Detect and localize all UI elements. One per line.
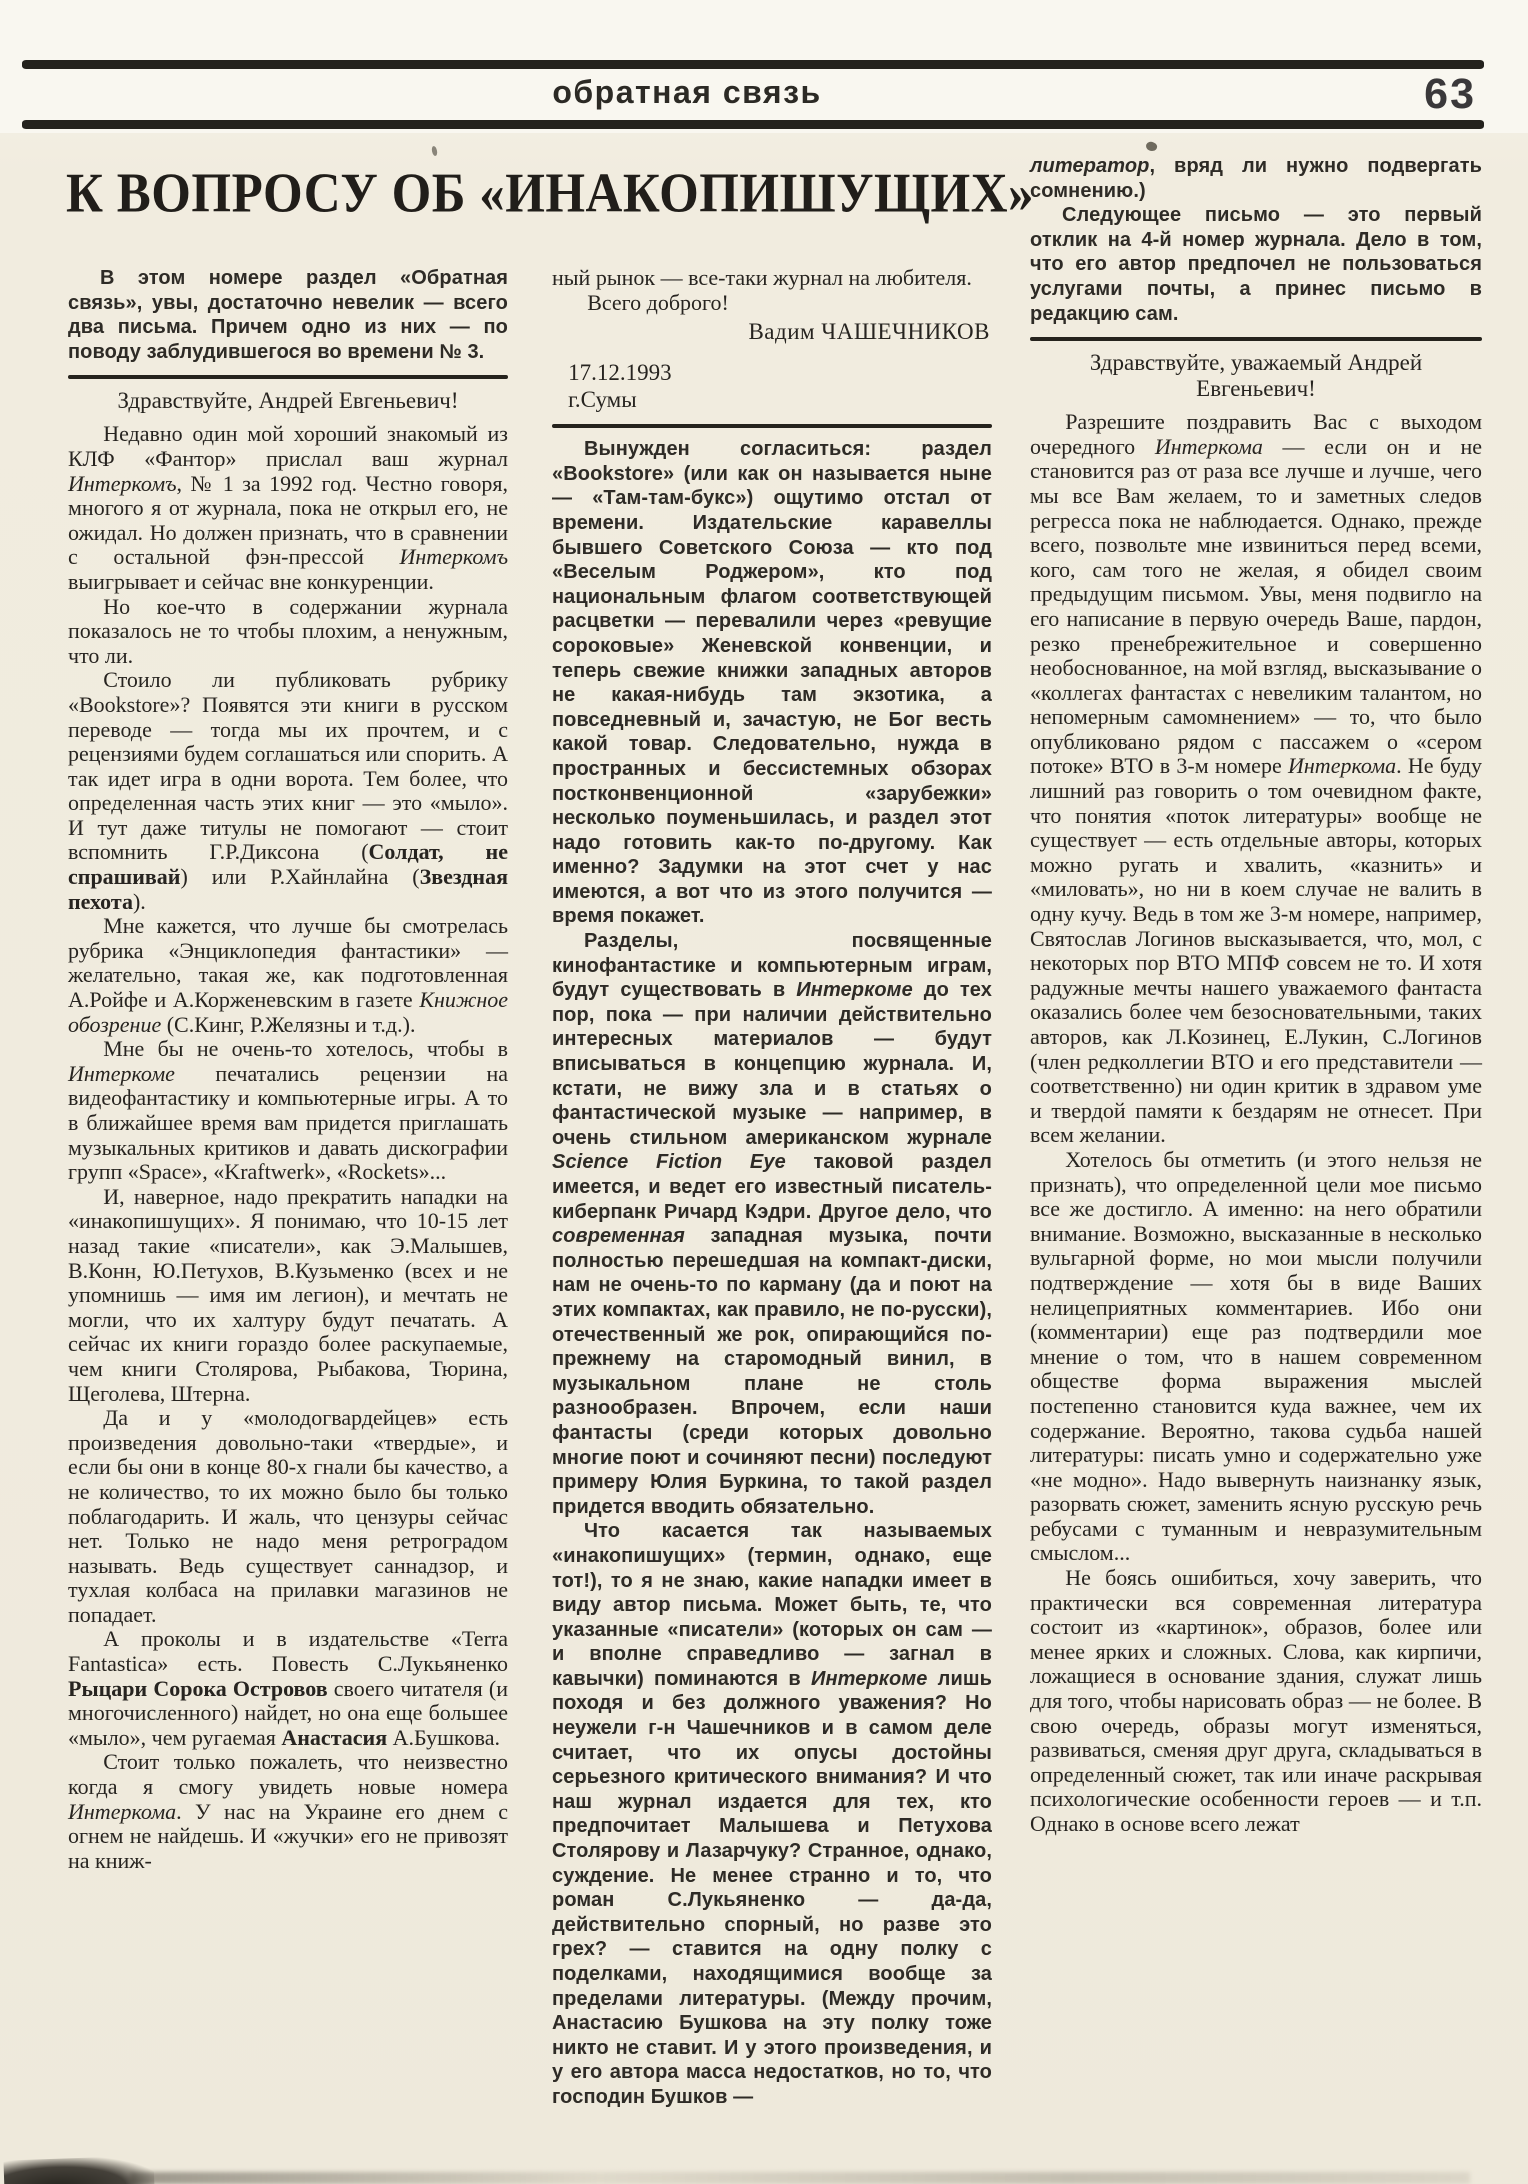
paragraph: Стоит только пожалеть, что неизвестно когда я смогу увидеть новые номера Интеркома. У нас на Украине его днем с огнем не найдешь. И «жучки» его не привозят на книж- — [68, 1749, 508, 1873]
editor-reply-continued — [1030, 154, 1482, 326]
column-2 — [552, 266, 992, 2110]
paragraph: Но кое-что в содержании журнала показалось не то чтобы плохим, а ненужным, что ли. — [68, 593, 508, 668]
editorial-intro — [68, 266, 508, 364]
section-divider — [552, 424, 992, 428]
scan-speck — [431, 146, 438, 157]
section-title: обратная связь — [552, 74, 822, 110]
letter1-body-continued — [552, 266, 992, 315]
page-header — [0, 0, 1528, 133]
section-divider — [1030, 337, 1482, 341]
paragraph: Разделы, посвященные кинофантастике и компьютерным играм, будут существовать в Интеркоме до тех пор, пока — при наличии действительно интересных материалов — будут вписываться в концепцию журнала. И, кстати, не вижу зла и в статьях о фантастической музыке — например, в очень стильном американском журнале Science Fiction Eye таковой раздел имеется, и ведет его известный писатель-киберпанк Ричард Кэдри. Другое дело, что современная западная музыка, почти полностью перешедшая на компакт-диски, нам не очень-то по карману (да и поют на этих компактах, как правило, не по-русски), отечественный же рок, опирающийся по-прежнему на старомодный винил, в музыкальном плане не столь разнообразен. Впрочем, если наши фантасты (среди которых довольно многие поют и сочиняют песни) последуют примеру Юлия Буркина, то такой раздел придется вводить обязательно. — [552, 930, 992, 1518]
paragraph: Разрешите поздравить Вас с выходом очередного Интеркома — если он и не становится раз от раза все лучше и лучше, чего мы все Вам желаем, то и заметных следов регресса пока не наблюдается. Однако, прежде всего, позвольте мне извиниться перед всеми, кого, сам того не желая, я обидел своим предыдущим письмом. Увы, меня подвигло на его написание в первую очередь Ваше, пардон, резко пренебрежительное и совершенно необоснованное, на мой взгляд, высказывание о «коллегах фантастах с невеликим талантом, но непомерным самомнением» — то, что было опубликовано рядом с пассажем о «сером потоке» ВТО в 3-м номере Интеркома. Не буду лишний раз говорить о том очевидном факте, что понятия «поток литературы» вообще не существует — есть отдельные авторы, которых можно ругать и хвалить, «казнить» и «миловать», но ни в коем случае не валить в одну кучу. Ведь в том же 3-м номере, например, Святослав Логинов высказывается, что, мол, с некоторых пор ВТО МПФ совсем не то. И хотя радужные мечты нашего уважаемого фантаста оказались более чем безосновательными, таких авторов, как Л.Козинец, Е.Лукин, С.Логинов (член редколлегии ВТО и его представители — соответственно) ни один критик в здравом уме и твердой памяти к бездарям не отнесет. При всем желании. — [1030, 409, 1482, 1148]
paragraph: Мне бы не очень-то хотелось, чтобы в Интеркоме печатались рецензии на видеофантастику и компьютерные игры. А то в ближайшее время вам придется приглашать музыкальных критиков и давать дискографии групп «Space», «Kraftwerk», «Rockets»... — [68, 1036, 508, 1185]
scan-edge-shadow — [130, 2172, 1470, 2184]
letter1-date: 17.12.1993 — [568, 360, 672, 386]
letter1-signature: Вадим ЧАШЕЧНИКОВ — [748, 319, 990, 345]
article-title: К ВОПРОСУ ОБ «ИНАКОПИШУЩИХ» — [66, 163, 1035, 225]
header-rule-bottom — [22, 120, 1484, 129]
paragraph: Не боясь ошибиться, хочу заверить, что практически вся современная литература состоит из «картинок», образов, более или менее ярких и сложных. Слова, как кирпичи, ложащиеся в основание здания, служат лишь для того, чтобы нарисовать образ — не более. В свою очередь, образы могут изменяться, развиваться, сменяя друг друга, складываться в определенный сюжет, так или иначе раскрывая психологические особенности героев — и т.п. Однако в основе всего лежат — [1030, 1565, 1482, 1836]
paragraph: Вынужден согласиться: раздел «Bookstore» (или как он называется ныне — «Там-там-букс») ощутимо отстал от времени. Издательские каравеллы бывшего Советского Союза — кто под «Веселым Роджером», кто под национальным флагом соответствующей расцветки — перевалили через «ревущие сороковые» Женевской конвенции, и теперь свежие книжки западных авторов не какая-нибудь там экзотика, а повседневный и, зачастую, не Бог весть какой товар. Следовательно, нужда в пространных и бессистемных обзорах постконвенционной «зарубежки» несколько поуменьшилась, и раздел этот надо готовить как-то по-другому. Как именно? Задумки на этот счет у нас имеются, а вот что из этого получится — время покажет. — [552, 438, 992, 928]
scan-speck — [1145, 140, 1159, 153]
editor-reply — [552, 437, 992, 2109]
paragraph: Стоило ли публиковать рубрику «Bookstore»? Появятся эти книги в русском переводе — тогда мы их прочтем, и с рецензиями будем соглашаться или спорить. А так идет игра в одни ворота. Тем более, что определенная часть этих книг — это «мыло». И тут даже титулы не помогают — стоит вспомнить Г.Р.Диксона (Солдат, не спрашивай) или Р.Хайнлайна (Звездная пехота). — [68, 667, 508, 914]
paragraph: Следующее письмо — это первый отклик на 4-й номер журнала. Дело в том, что его автор предпочел не пользоваться услугами почты, а принес письмо в редакцию сам. — [1030, 204, 1482, 325]
letter2-salutation: Здравствуйте, уважаемый Андрей Евгеньевич! — [1089, 350, 1423, 402]
paragraph: И, наверное, надо прекратить нападки на «инакопишущих». Я понимаю, что 10-15 лет назад такие «писатели», как Э.Малышев, В.Конн, Ю.Петухов, В.Кузьменко (всех и не упомнишь — имя им легион), и мечтать не могли, что их халтуру будут печатать. А сейчас их книги гораздо более раскупаемые, чем книги Столярова, Рыбакова, Тюрина, Щеголева, Штерна. — [68, 1183, 508, 1406]
section-divider — [68, 375, 508, 379]
header-rule-top — [22, 60, 1484, 69]
letter1-body — [68, 422, 508, 1873]
letter1-salutation: Здравствуйте, Андрей Евгеньевич! — [117, 388, 459, 414]
column-1 — [68, 266, 508, 1873]
paragraph: Хотелось бы отметить (и этого нельзя не признать), что определенной цели мое письмо все же достигло. А именно: на него обратили внимание. Возможно, высказанные в несколько вульгарной форме, но мои мысли получили подтверждение — хотя бы в виде Ваших нелицеприятных комментариев. Ибо они (комментарии) еще раз подтвердили мое мнение о том, что в нашем современном обществе форма выражения мыслей постепенно становится куда важнее, чем их содержание. Вероятно, такова судьба нашей литературы: писать умно и содержательно уже «не модно». Надо вывернуть наизнанку язык, разорвать сюжет, заменить ясную русскую речь ребусами с туманным и невразумительным смыслом... — [1030, 1146, 1482, 1566]
letter2-body — [1030, 410, 1482, 1836]
paragraph: В этом номере раздел «Обратная связь», увы, достаточно невелик — всего два письма. Причем одно из них — по поводу заблудившегося во времени № 3. — [68, 267, 508, 363]
column-3 — [1030, 154, 1482, 1837]
paragraph: Всего доброго! — [587, 289, 729, 315]
paragraph: А проколы и в издательстве «Terra Fantastica» есть. Повесть С.Лукьяненко Рыцари Сорока Островов своего читателя (и многочисленного) найдет, но она еще большее «мыло», чем ругаемая Анастасия А.Бушкова. — [68, 1626, 508, 1750]
paragraph: Да и у «молодогвардейцев» есть произведения довольно-таки «твердые», и если бы они в конце 80-х гнали бы качество, а не количество, то их можно было бы только поблагодарить. И жаль, что цензуры сейчас нет. Только не надо меня ретроградом называть. Ведь существует саннадзор, и тухлая колбаса на прилавки магазинов не попадает. — [68, 1405, 508, 1627]
paragraph: литератор, вряд ли нужно подвергать сомнению.) — [1030, 155, 1482, 202]
letter1-place: г.Сумы — [568, 387, 637, 413]
paragraph: ный рынок — все-таки журнал на любителя. — [552, 265, 972, 290]
paragraph: Что касается так называемых «инакопишущих» (термин, однако, еще тот!), то я не знаю, какие нападки имеет в виду автор письма. Может быть, те, что указанные «писатели» (которых он сам — и вполне справедливо — загнал в кавычки) поминаются в Интеркоме лишь походя и без должного уважения? Но неужели г-н Чашечников и в самом деле считает, что их опусы достойны серьезного критического внимания? И что наш журнал издается для тех, кто предпочитает Малышева и Петухова Столярову и Лазарчуку? Странное, однако, суждение. Не менее странно и то, что роман С.Лукьяненко — да-да, действительно спорный, но разве это грех? — ставится на одну полку с поделками, находящимися вообще за пределами литературы. (Между прочим, Анастасию Бушкова на эту полку тоже никто не ставит. И у этого произведения, и у его автора масса недостатков, но то, что господин Бушков — — [552, 1520, 993, 2108]
paragraph: Недавно один мой хороший знакомый из КЛФ «Фантор» прислал ваш журнал Интеркомъ, № 1 за 1992 год. Честно говоря, многого я от журнала, пока не открыл его, не ожидал. Но должен признать, что в сравнении с остальной фэн-прессой Интеркомъ выигрывает и сейчас вне конкуренции. — [68, 421, 508, 594]
page-number: 63 — [1424, 70, 1476, 118]
paragraph: Мне кажется, что лучше бы смотрелась рубрика «Энциклопедия фантастики» — желательно, такая же, как подготовленная А.Ройфе и А.Корженевским в газете Книжное обозрение (С.Кинг, Р.Желязны и т.д.). — [68, 913, 508, 1037]
